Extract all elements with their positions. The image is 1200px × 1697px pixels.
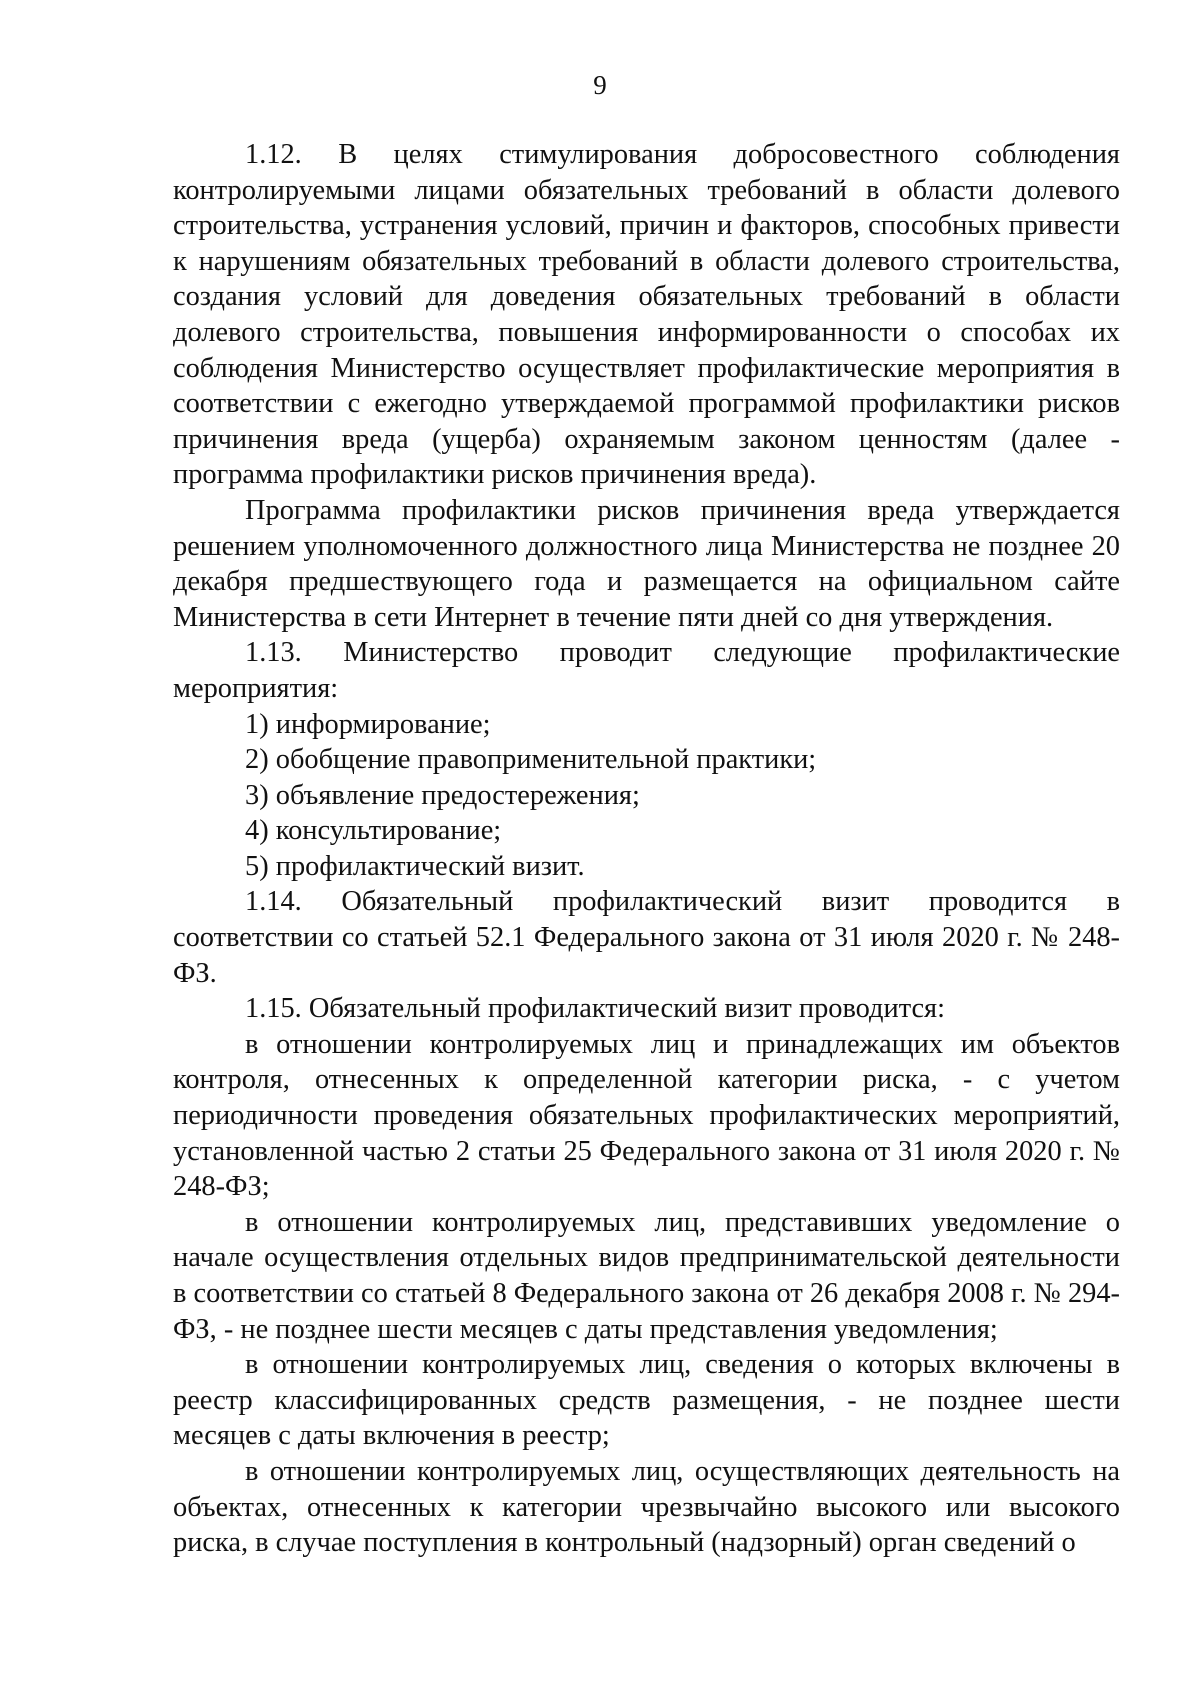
paragraph-1-12: 1.12. В целях стимулирования добросовестного соблюдения контролируемыми лицами обязательных требований в области долевого строительства, устранения условий, причин и факторов, способных привести к нарушениям обязательных требований в области долевого строительства, создания условий для доведения обязательных требований в области долевого строительства, повышения информированности о способах их соблюдения Министерство осуществляет профилактические мероприятия в соответствии с ежегодно утверждаемой программой профилактики рисков причинения вреда (ущерба) охраняемым законом ценностям (далее - программа профилактики рисков причинения вреда). bbox=[173, 139, 1120, 491]
paragraph-program: Программа профилактики рисков причинения вреда утверждается решением уполномоченного должностного лица Министерства не позднее 20 декабря предшествующего года и размещается на официальном сайте Министерства в сети Интернет в течение пяти дней со дня утверждения. bbox=[173, 494, 1120, 633]
paragraph-high-risk: в отношении контролируемых лиц, осуществляющих деятельность на объектах, отнесенных к категории чрезвычайно высокого или высокого риска, в случае поступления в контрольный (надзорный) орган сведений о bbox=[173, 1455, 1120, 1559]
paragraph-1-14: 1.14. Обязательный профилактический визит проводится в соответствии со статьей 52.1 Федерального закона от 31 июля 2020 г. № 248-ФЗ. bbox=[173, 886, 1120, 989]
document-body bbox=[173, 137, 1120, 1561]
paragraph-registry: в отношении контролируемых лиц, сведения о которых включены в реестр классифицированных средств размещения, - не позднее шести месяцев с даты включения в реестр; bbox=[173, 1349, 1120, 1452]
list-item: 5) профилактический визит. bbox=[245, 850, 585, 882]
list-item: 3) объявление предостережения; bbox=[245, 779, 640, 811]
page-number: 9 bbox=[593, 70, 607, 100]
paragraph-risk-category: в отношении контролируемых лиц и принадлежащих им объектов контроля, отнесенных к определенной категории риска, - с учетом периодичности проведения обязательных профилактических мероприятий, установленной частью 2 статьи 25 Федерального закона от 31 июля 2020 г. № 248-ФЗ; bbox=[173, 1028, 1120, 1203]
list-item: 1) информирование; bbox=[245, 708, 491, 740]
list-item: 2) обобщение правоприменительной практики; bbox=[245, 744, 817, 776]
paragraph-notification: в отношении контролируемых лиц, представивших уведомление о начале осуществления отдельных видов предпринимательской деятельности в соответствии со статьей 8 Федерального закона от 26 декабря 2008 г. № 294-ФЗ, - не позднее шести месяцев с даты представления уведомления; bbox=[173, 1206, 1120, 1345]
list-item: 4) консультирование; bbox=[245, 815, 502, 847]
paragraph-1-15: 1.15. Обязательный профилактический визит проводится: bbox=[245, 993, 945, 1025]
paragraph-1-13: 1.13. Министерство проводит следующие профилактические мероприятия: bbox=[173, 637, 1120, 704]
